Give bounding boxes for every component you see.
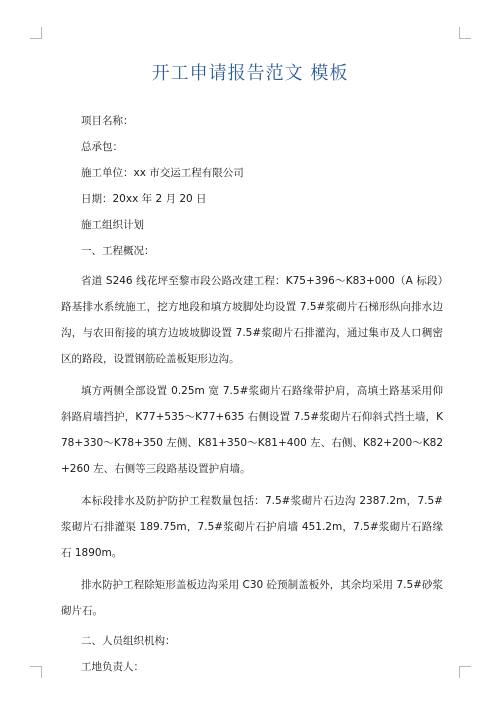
paragraph-materials: 排水防护工程除矩形盖板边沟采用 C30 砼预制盖板外，其余均采用 7.5#砂浆砌片石。 [61, 579, 443, 617]
paragraph-protection: 填方两侧全部设置 0.25m 宽 7.5#浆砌片石路缘带护肩，高填土路基采用仰斜路肩墙挡护，K77+535～K77+635 右侧设置 7.5#浆砌片石仰斜式挡土墙，K78+330～K78+350 左侧、K81+350～K81+400 左、右侧、K82+200～K82+260 左、右侧等三段路基设置护肩墙。 [61, 385, 443, 475]
paragraph-overview: 省道 S246 线花坪至黎市段公路改建工程：K75+396～K83+000（A 标段）路基排水系统施工，挖方地段和填方坡脚处均设置 7.5#浆砌片石梯形纵向排水边沟，与农田衔接的填方边坡坡脚设置 7.5#浆砌片石排灌沟，通过集市及人口稠密区的路段，设置钢筋砼盖板矩形边沟。 [61, 275, 443, 365]
crop-mark-top-right [459, 27, 471, 39]
crop-mark-top-left [30, 27, 42, 39]
paragraph-quantities: 本标段排水及防护防护工程数量包括：7.5#浆砌片石边沟 2387.2m，7.5#浆砌片石排灌渠 189.75m，7.5#浆砌片石护肩墙 451.2m，7.5#浆砌片石路缘石 1890m。 [61, 495, 443, 559]
section-heading-overview: 一、工程概况： [81, 245, 155, 257]
document-body [61, 112, 443, 684]
section-heading-plan: 施工组织计划 [81, 219, 144, 231]
crop-mark-bottom-right [459, 666, 471, 678]
general-contractor-field: 总承包： [81, 141, 123, 153]
date-field: 日期：20xx 年 2 月 20 日 [81, 193, 207, 205]
crop-mark-bottom-left [30, 666, 42, 678]
project-name-field: 项目名称： [81, 115, 134, 127]
site-manager-field: 工地负责人： [81, 661, 144, 673]
construction-unit-field: 施工单位：xx 市交运工程有限公司 [81, 167, 244, 179]
section-heading-organization: 二、人员组织机构： [81, 635, 176, 647]
document-title: 开工申请报告范文 模板 [151, 63, 349, 84]
